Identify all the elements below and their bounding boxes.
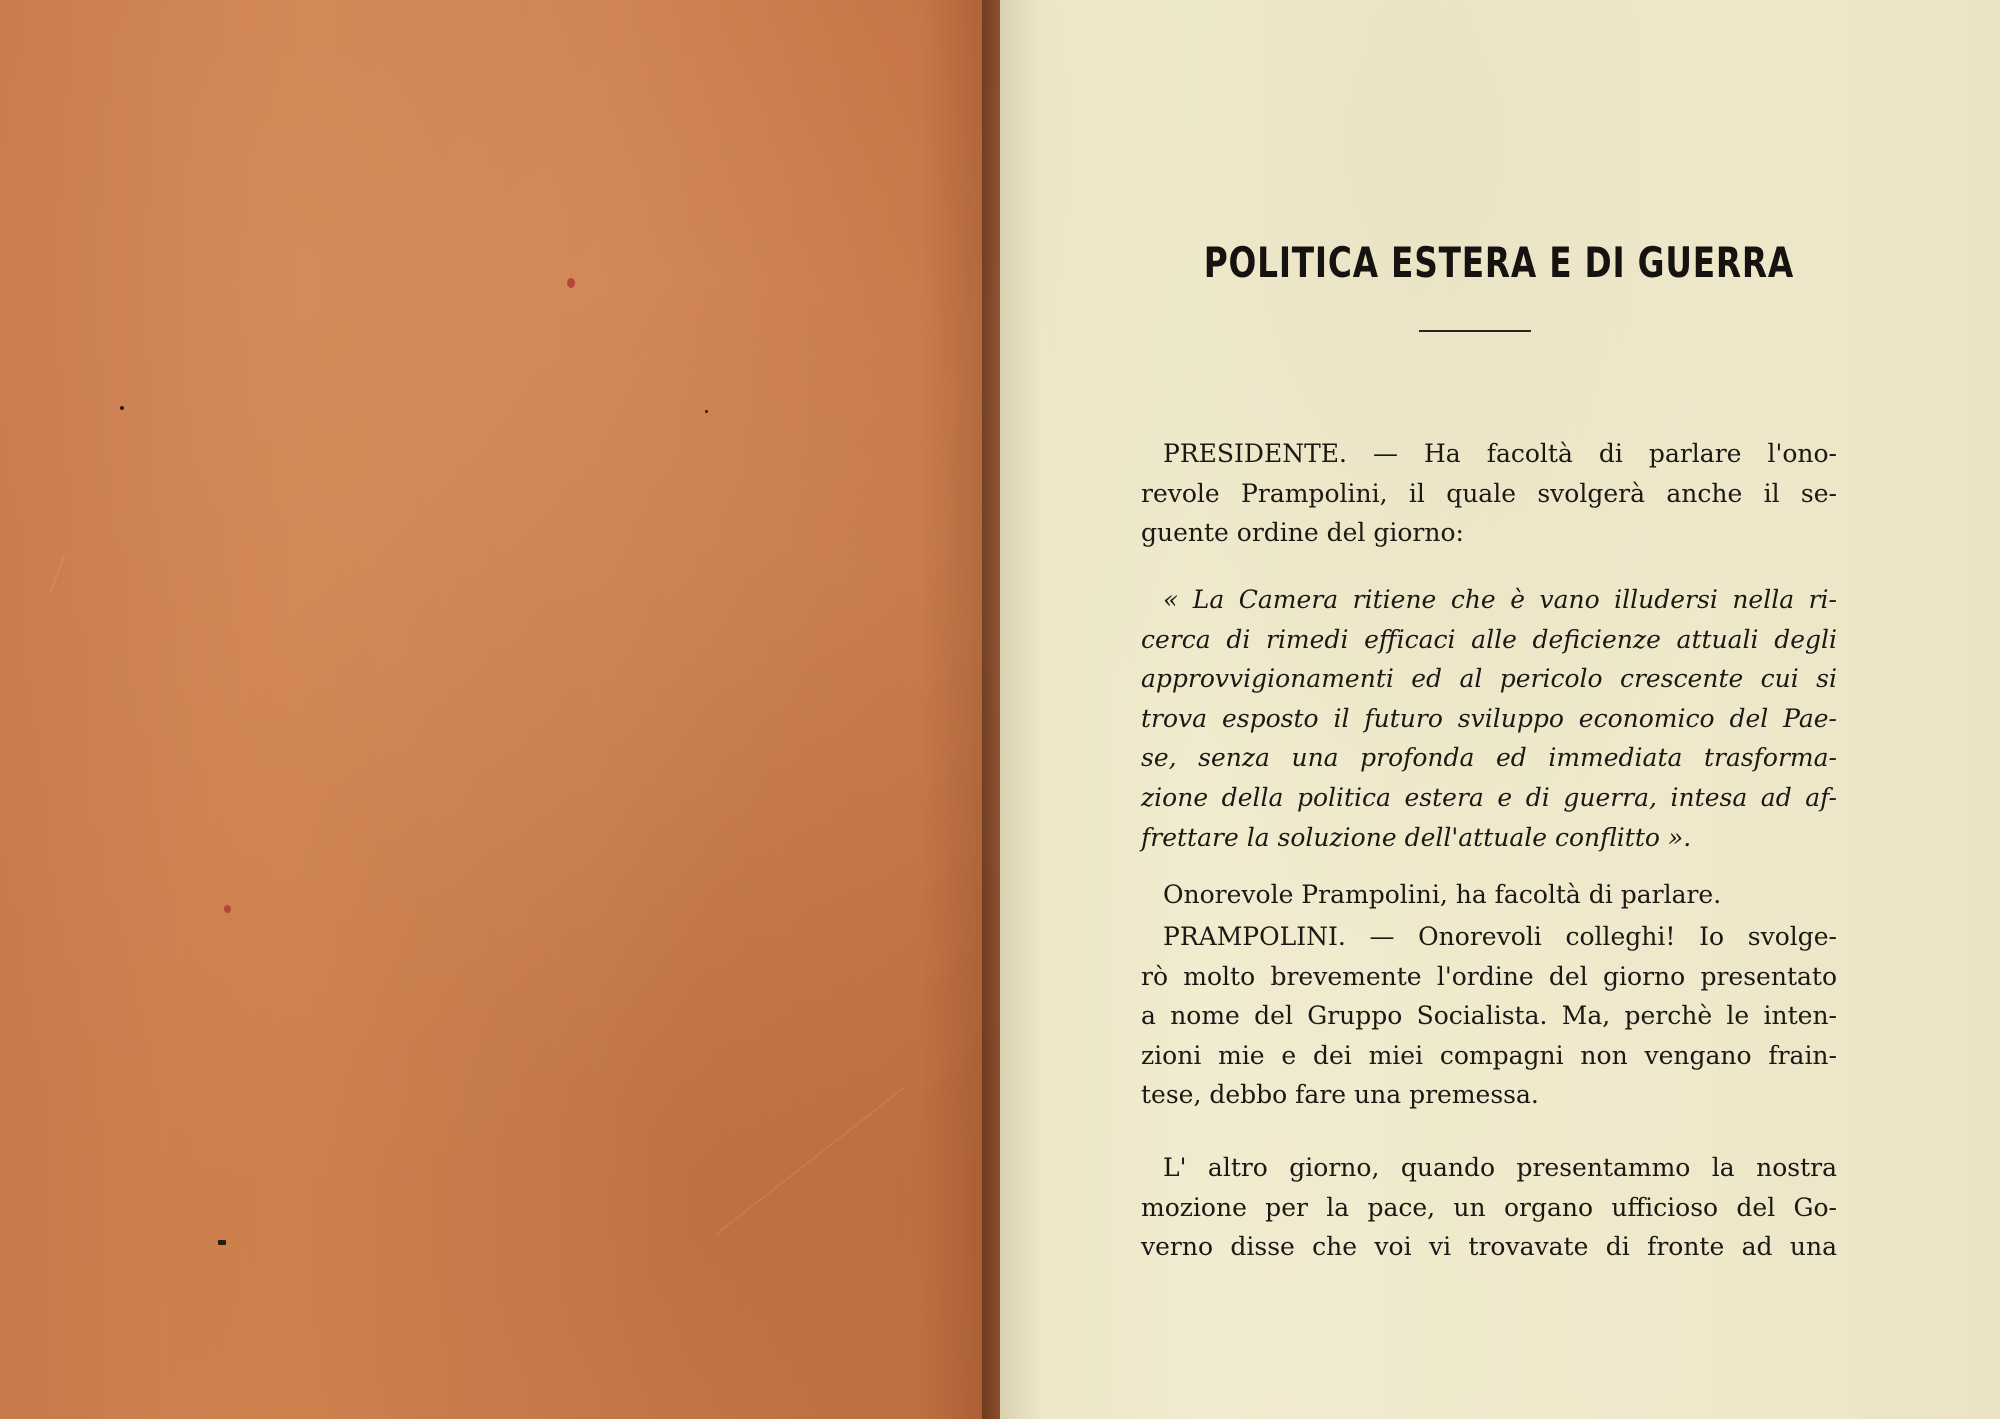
text-line: guente ordine del giorno: [1141, 518, 1464, 548]
text-page [1000, 0, 2000, 1419]
text-line: mozione per la pace, un organo ufficioso del Go- [1141, 1192, 1837, 1222]
paragraph-facolta [1141, 875, 1837, 915]
text-line: zione della politica estera e di guerra, intesa ad af- [1141, 782, 1837, 812]
text-line: tese, debbo fare una premessa. [1141, 1080, 1539, 1110]
paragraph-prampolini [1141, 917, 1837, 1115]
text-line: frettare la soluzione dell'attuale conflitto ». [1141, 822, 1692, 852]
red-speck [567, 278, 575, 288]
paragraph-altro-giorno [1141, 1148, 1837, 1267]
text-line: verno disse che voi vi trovavate di fronte ad una [1141, 1232, 1837, 1262]
paper-crease [715, 1086, 905, 1235]
text-line: rò molto brevemente l'ordine del giorno presentato [1141, 961, 1837, 991]
page-title: POLITICA ESTERA E DI GUERRA [1203, 238, 1795, 287]
text-line: approvvigionamenti ed al pericolo crescente cui si [1141, 664, 1837, 694]
text-line: L' altro giorno, quando presentammo la nostra [1163, 1153, 1837, 1182]
text-line: PRAMPOLINI. — Onorevoli colleghi! Io svolge- [1163, 922, 1837, 951]
text-line: zioni mie e dei miei compagni non vengano frain- [1141, 1040, 1837, 1070]
ink-dot [120, 406, 124, 410]
ink-dot [705, 410, 708, 413]
text-line: PRESIDENTE. — Ha facoltà di parlare l'ono- [1163, 439, 1837, 468]
red-speck [224, 905, 231, 913]
title-rule [1419, 330, 1531, 332]
text-line: Onorevole Prampolini, ha facoltà di parlare. [1163, 880, 1722, 909]
paper-crease [49, 556, 65, 594]
paragraph-ordine-del-giorno [1141, 580, 1837, 857]
paragraph-presidente [1141, 434, 1837, 553]
text-line: revole Prampolini, il quale svolgerà anche il se- [1141, 478, 1837, 508]
text-line: cerca di rimedi efficaci alle deficienze attuali degli [1141, 624, 1837, 654]
text-line: se, senza una profonda ed immediata trasforma- [1141, 743, 1837, 773]
text-line: trova esposto il futuro sviluppo economico del Pae- [1141, 703, 1837, 733]
ink-mark [218, 1240, 226, 1245]
text-line: a nome del Gruppo Socialista. Ma, perchè le inten- [1141, 1001, 1837, 1031]
text-line: « La Camera ritiene che è vano illudersi nella ri- [1163, 585, 1837, 614]
